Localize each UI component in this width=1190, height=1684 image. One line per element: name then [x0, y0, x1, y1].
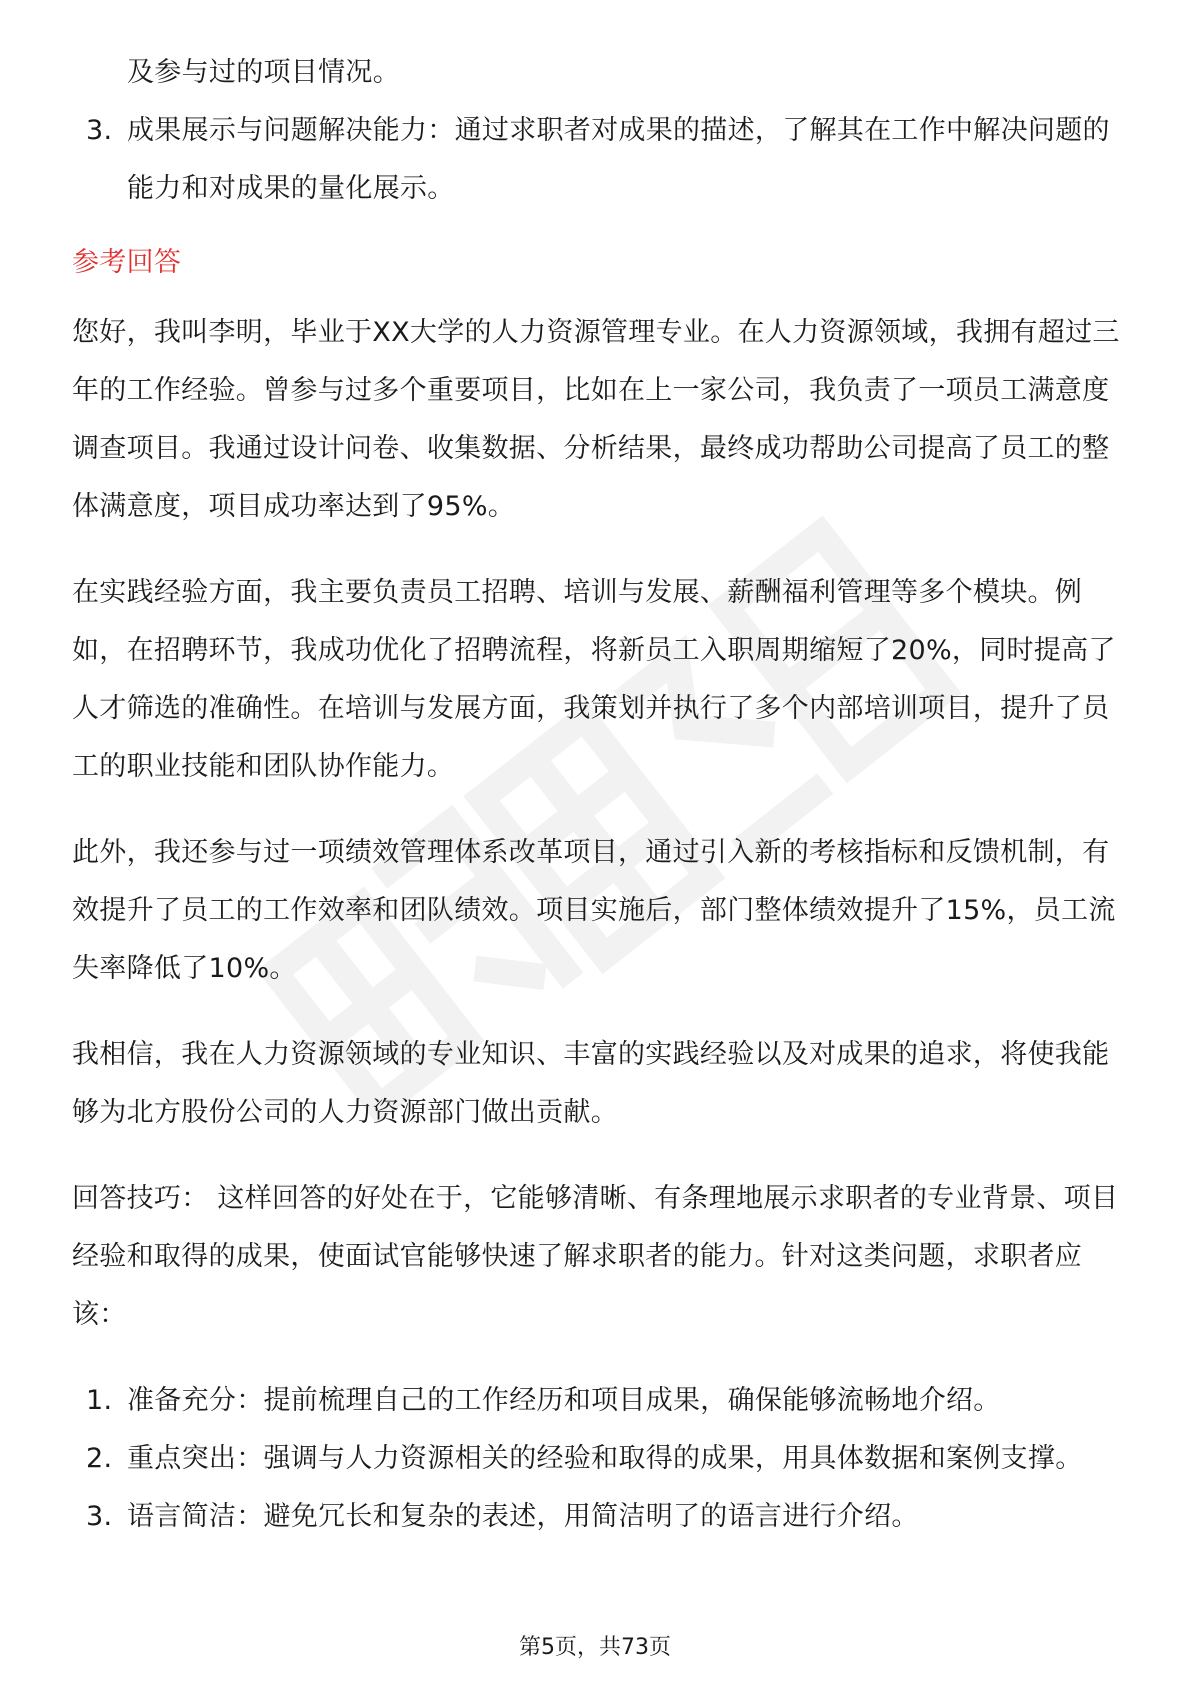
page-footer: 第5页，共73页 [519, 1635, 671, 1660]
list-text: 准备充分：提前梳理自己的工作经历和项目成果，确保能够流畅地介绍。 [127, 1385, 1001, 1416]
list-text: 语言简洁：避免冗长和复杂的表述，用简洁明了的语言进行介绍。 [127, 1501, 919, 1532]
paragraph-performance: 此外，我还参与过一项绩效管理体系改革项目，通过引入新的考核指标和反馈机制，有效提升了员工的工作效率和团队绩效。项目实施后，部门整体绩效提升了15%，员工流失率降低了10%。 [72, 837, 1116, 984]
tips-item-3 [72, 1488, 1132, 1546]
section-heading: 参考回答 [72, 247, 182, 278]
paragraph-tips-intro: 回答技巧： 这样回答的好处在于，它能够清晰、有条理地展示求职者的专业背景、项目经验和取得的成果，使面试官能够快速了解求职者的能力。针对这类问题，求职者应该： [72, 1183, 1119, 1330]
list-text: 成果展示与问题解决能力：通过求职者对成果的描述，了解其在工作中解决问题的能力和对成果的量化展示。 [127, 115, 1110, 204]
paragraph-conclusion: 我相信，我在人力资源领域的专业知识、丰富的实践经验以及对成果的追求，将使我能够为北方股份公司的人力资源部门做出贡献。 [72, 1039, 1110, 1128]
list-number: 1. [86, 1385, 113, 1416]
paragraph-experience: 在实践经验方面，我主要负责员工招聘、培训与发展、薪酬福利管理等多个模块。例如，在招聘环节，我成功优化了招聘流程，将新员工入职周期缩短了20%，同时提高了人才筛选的准确性。在培训与发展方面，我策划并执行了多个内部培训项目，提升了员工的职业技能和团队协作能力。 [72, 577, 1116, 782]
list-number: 3. [86, 1501, 113, 1532]
list-text: 及参与过的项目情况。 [127, 57, 400, 88]
list-number: 2. [86, 1443, 113, 1474]
list-item-3 [72, 102, 1132, 218]
tips-item-2 [72, 1430, 1132, 1488]
tips-item-1 [72, 1372, 1132, 1430]
paragraph-intro: 您好，我叫李明，毕业于XX大学的人力资源管理专业。在人力资源领域，我拥有超过三年的工作经验。曾参与过多个重要项目，比如在上一家公司，我负责了一项员工满意度调查项目。我通过设计问卷、收集数据、分析结果，最终成功帮助公司提高了员工的整体满意度，项目成功率达到了95%。 [72, 317, 1120, 522]
list-item-continuation [72, 44, 1132, 102]
list-text: 重点突出：强调与人力资源相关的经验和取得的成果，用具体数据和案例支撑。 [127, 1443, 1083, 1474]
list-number: 3. [86, 115, 113, 146]
page-content [72, 44, 1132, 1546]
